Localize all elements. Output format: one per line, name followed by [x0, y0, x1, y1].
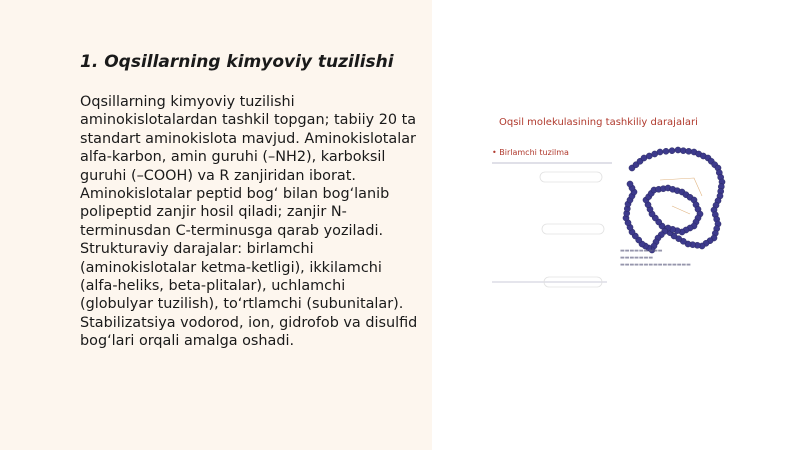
- bead: [657, 149, 663, 155]
- protein-structure-figure: [432, 0, 800, 450]
- figure-caption: ▬▬▬▬▬▬▬▬▬ ▬▬▬▬▬▬▬ ▬▬▬▬▬▬▬▬▬▬▬▬▬▬▬: [620, 248, 691, 268]
- figure-bullet: • Birlamchi tuzilma: [492, 148, 569, 157]
- bead: [627, 181, 633, 187]
- sequence-strip-3: [492, 277, 607, 287]
- bead: [663, 148, 669, 154]
- sequence-strip-1: [492, 163, 612, 182]
- slide-body: Oqsillarning kimyoviy tuzilishi aminokislotalardan tashkil topgan; tabiiy 20 ta standart aminokislota mavjud. Aminokislotalar alfa-karbon, amin guruhi (–NH2), karboksil guruhi (–COOH) va R zanjiridan iborat. Aminokislotalar peptid bog‘ bilan bog‘lanib polipeptid zanjir hosil qiladi; zanjir N-terminusdan C-terminusga qarab yoziladi. Strukturaviy darajalar: birlamchi (aminokislotalar ketma-ketligi), ikkilamchi (alfa-heliks, beta-plitalar), uchlamchi (globulyar tuzilish), to‘rtlamchi (subunitalar). Stabilizatsiya vodorod, ion, gidrofob va disulfid bog‘lari orqali amalga oshadi.: [80, 94, 418, 350]
- bead-chain: [623, 147, 725, 253]
- bead: [669, 148, 675, 154]
- figure-title: Oqsil molekulasining tashkiliy darajalari: [499, 117, 698, 128]
- sequence-strip-2: [542, 224, 604, 234]
- protein-diagram: [432, 0, 800, 450]
- slide-title: 1. Oqsillarning kimyoviy tuzilishi: [80, 52, 394, 72]
- image-panel: [432, 0, 800, 450]
